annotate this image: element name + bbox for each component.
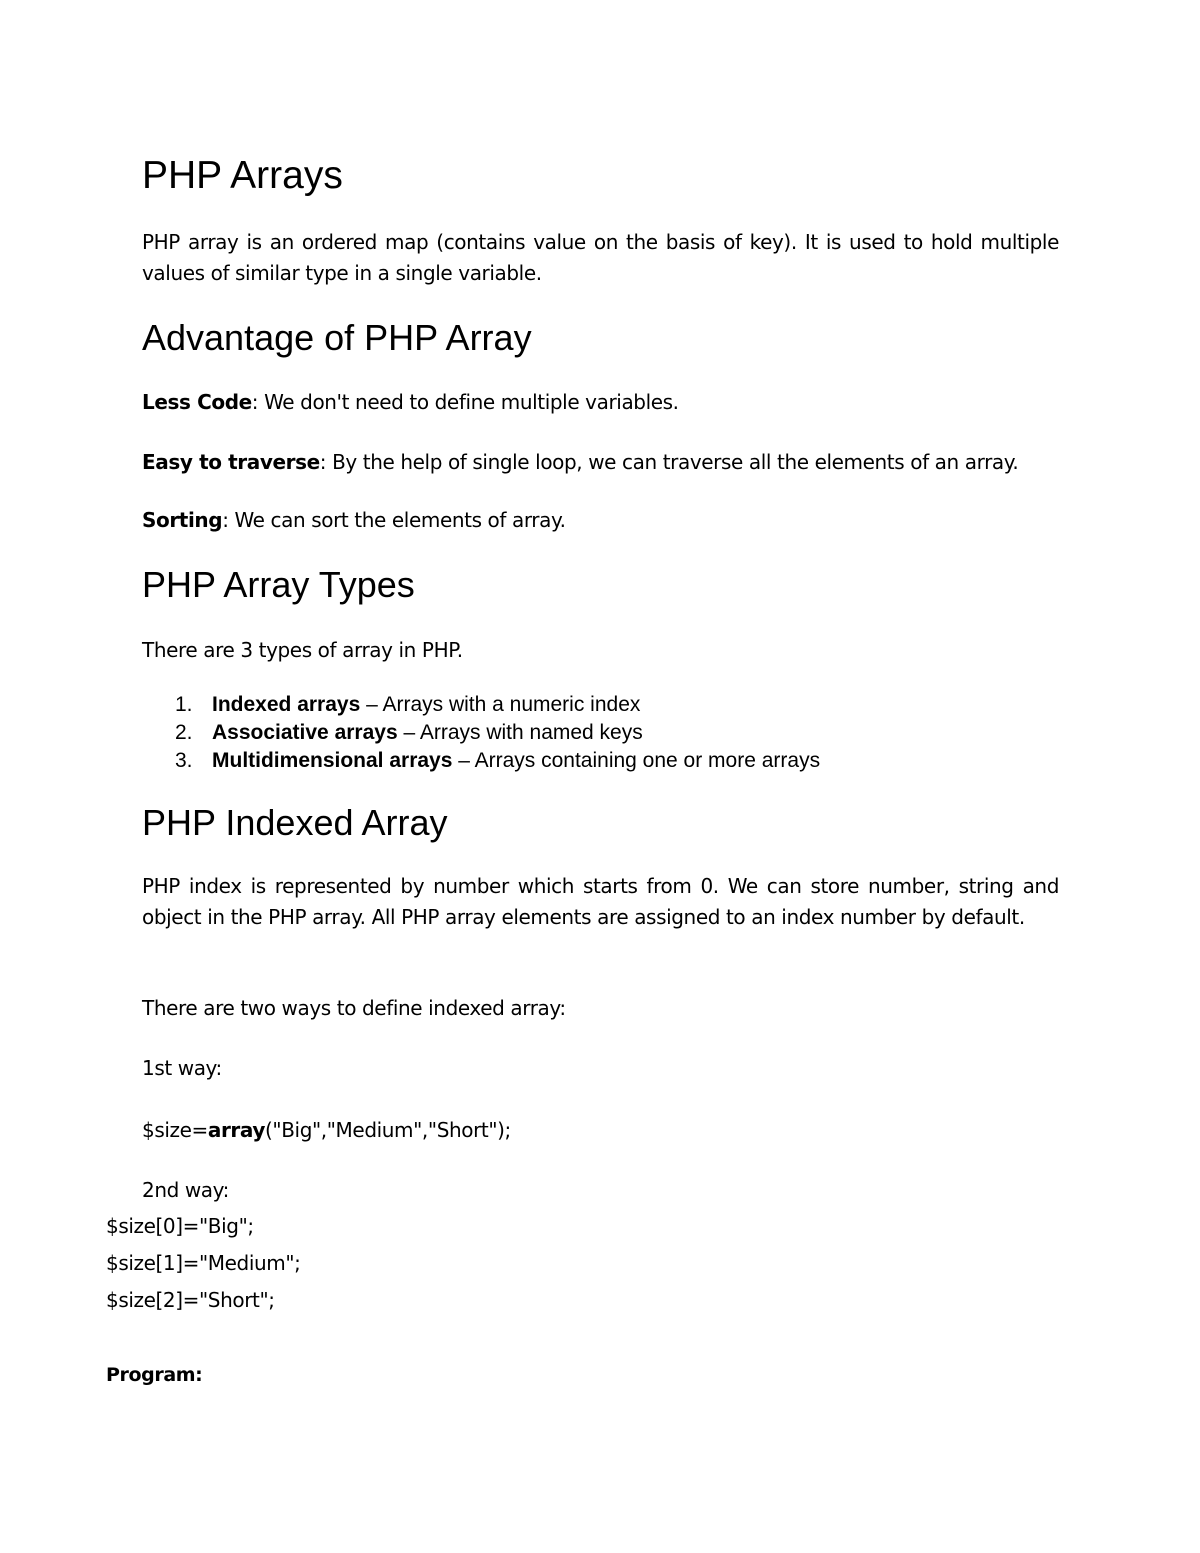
way1-label: 1st way: — [142, 1056, 222, 1080]
list-item — [212, 750, 820, 771]
advantage-heading: Advantage of PHP Array — [142, 317, 532, 358]
way2-label: 2nd way: — [142, 1178, 229, 1202]
code-text: ("Big","Medium","Short"); — [265, 1118, 511, 1142]
list-term: Multidimensional arrays — [212, 749, 453, 772]
advantage-item-sorting — [142, 510, 566, 530]
way2-code-line: $size[0]="Big"; — [106, 1214, 254, 1238]
page-title: PHP Arrays — [142, 154, 343, 197]
list-number: 1. — [175, 693, 193, 716]
types-heading: PHP Array Types — [142, 564, 415, 605]
program-label: Program: — [106, 1364, 203, 1386]
types-intro: There are 3 types of array in PHP. — [142, 638, 463, 662]
list-term: Associative arrays — [212, 721, 398, 744]
list-text: – Arrays with named keys — [397, 721, 643, 744]
code-keyword: array — [207, 1118, 266, 1142]
indexed-heading: PHP Indexed Array — [142, 802, 448, 843]
intro-paragraph: PHP array is an ordered map (contains value on the basis of key). It is used to hold multiple values of similar type in a single variable. — [142, 230, 1059, 285]
way1-code — [142, 1120, 511, 1140]
advantage-item-less-code — [142, 392, 679, 412]
advantage-text: : We can sort the elements of array. — [222, 508, 566, 532]
list-item — [212, 694, 640, 715]
code-text: $size= — [142, 1118, 208, 1142]
advantage-text: : We don't need to define multiple variables. — [251, 390, 679, 414]
way2-code-line: $size[1]="Medium"; — [106, 1251, 301, 1275]
list-text: – Arrays containing one or more arrays — [452, 749, 821, 772]
advantage-term: Easy to traverse — [142, 450, 320, 474]
way2-code-line: $size[2]="Short"; — [106, 1288, 275, 1312]
indexed-paragraph: PHP index is represented by number which starts from 0. We can store number, string and object in the PHP array. All PHP array elements are assigned to an index number by default. — [142, 874, 1059, 929]
list-text: – Arrays with a numeric index — [360, 693, 641, 716]
list-number: 2. — [175, 721, 193, 744]
list-term: Indexed arrays — [212, 693, 361, 716]
advantage-text: : By the help of single loop, we can traverse all the elements of an array. — [319, 450, 1019, 474]
list-item — [212, 722, 643, 743]
ways-intro: There are two ways to define indexed array: — [142, 996, 566, 1020]
list-number: 3. — [175, 749, 193, 772]
advantage-term: Less Code — [142, 390, 252, 414]
advantage-term: Sorting — [142, 508, 223, 532]
advantage-item-easy-traverse — [142, 452, 1018, 472]
